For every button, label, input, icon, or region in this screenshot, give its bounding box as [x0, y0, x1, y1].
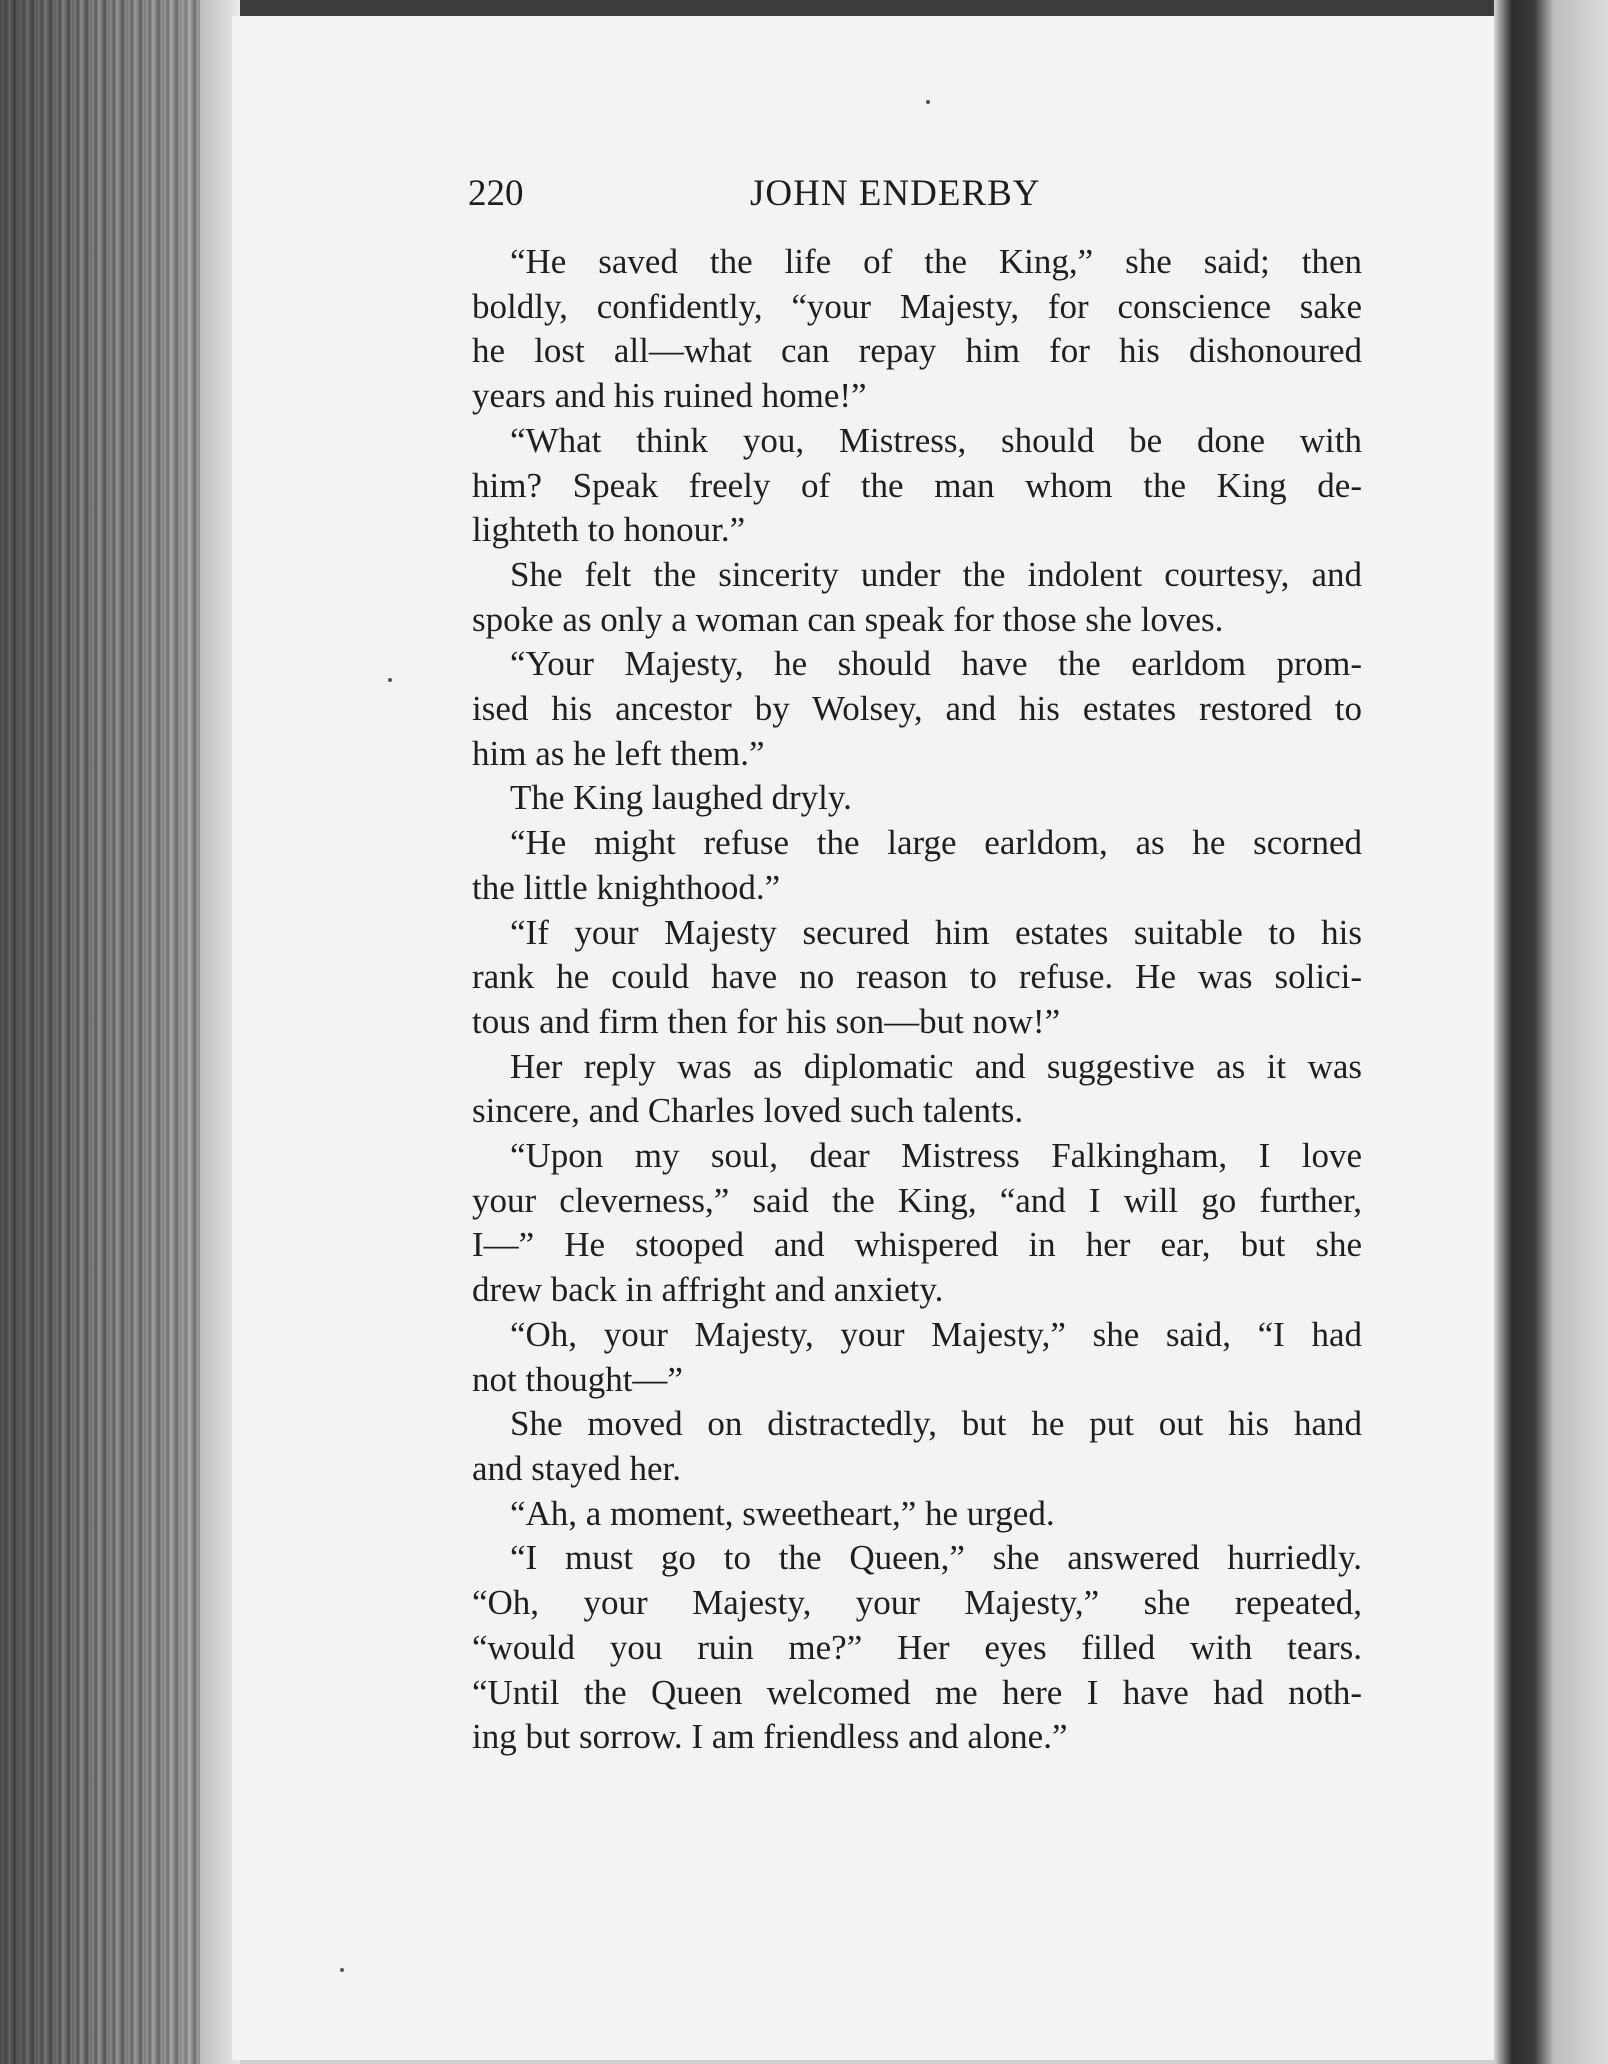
text-line: not thought—”: [472, 1359, 683, 1399]
facing-page-edge: [1494, 0, 1608, 2064]
paragraph: [472, 911, 1362, 1045]
paragraph: [472, 821, 1362, 910]
text-line: boldly, confidently, “your Majesty, for conscience sake: [472, 286, 1362, 326]
text-line: She moved on distractedly, but he put out his hand: [510, 1404, 1362, 1444]
text-line: “would you ruin me?” Her eyes filled with tears.: [472, 1627, 1362, 1667]
scan-top-border: [0, 0, 1608, 16]
text-line: “I must go to the Queen,” she answered hurriedly.: [510, 1538, 1362, 1578]
dust-speck: [926, 100, 930, 104]
dust-speck: [388, 678, 392, 682]
text-line: I—” He stooped and whispered in her ear, but she: [472, 1225, 1362, 1265]
text-line: “Upon my soul, dear Mistress Falkingham, I love: [510, 1136, 1362, 1176]
running-title: JOHN ENDERBY: [750, 173, 1041, 214]
paragraph: [472, 776, 1362, 821]
text-line: lighteth to honour.”: [472, 510, 746, 550]
text-line: “He might refuse the large earldom, as he scorned: [510, 823, 1362, 863]
running-header: [468, 172, 1368, 228]
text-line: “Ah, a moment, sweetheart,” he urged.: [510, 1493, 1055, 1533]
paragraph: [472, 240, 1362, 419]
paragraph: [472, 1313, 1362, 1402]
text-line: ised his ancestor by Wolsey, and his estates restored to: [472, 689, 1362, 729]
page-number: 220: [468, 173, 524, 214]
paragraph: [472, 1492, 1362, 1537]
text-line: “He saved the life of the King,” she said; then: [510, 242, 1362, 281]
paragraph: [472, 1402, 1362, 1491]
paragraph: [472, 1536, 1362, 1760]
paragraph: [472, 553, 1362, 642]
text-line: “Your Majesty, he should have the earldom prom-: [510, 644, 1362, 684]
dust-speck: [340, 1968, 344, 1972]
text-line: “Oh, your Majesty, your Majesty,” she said, “I had: [510, 1314, 1362, 1354]
text-line: The King laughed dryly.: [510, 778, 852, 818]
text-line: tous and firm then for his son—but now!”: [472, 1001, 1061, 1041]
text-line: “What think you, Mistress, should be done with: [510, 420, 1362, 460]
text-line: rank he could have no reason to refuse. He was solici-: [472, 957, 1362, 997]
paragraph: [472, 419, 1362, 553]
paragraph: [472, 1134, 1362, 1313]
text-line: “Until the Queen welcomed me here I have had noth-: [472, 1672, 1362, 1712]
text-line: She felt the sincerity under the indolent courtesy, and: [510, 554, 1362, 594]
text-line: your cleverness,” said the King, “and I will go further,: [472, 1180, 1362, 1220]
text-line: and stayed her.: [472, 1448, 681, 1488]
text-line: the little knighthood.”: [472, 867, 781, 907]
text-line: him? Speak freely of the man whom the King de-: [472, 465, 1362, 505]
text-line: him as he left them.”: [472, 733, 765, 773]
text-line: spoke as only a woman can speak for those she loves.: [472, 599, 1224, 639]
text-line: ing but sorrow. I am friendless and alone.”: [472, 1717, 1068, 1757]
text-line: drew back in affright and anxiety.: [472, 1270, 944, 1310]
text-line: he lost all—what can repay him for his dishonoured: [472, 331, 1362, 371]
paragraph: [472, 1045, 1362, 1134]
body-text: [472, 240, 1362, 1760]
text-line: “Oh, your Majesty, your Majesty,” she repeated,: [472, 1583, 1362, 1623]
text-line: “If your Majesty secured him estates suitable to his: [510, 912, 1362, 952]
text-line: Her reply was as diplomatic and suggestive as it was: [510, 1046, 1362, 1086]
text-line: sincere, and Charles loved such talents.: [472, 1091, 1024, 1131]
paragraph: [472, 642, 1362, 776]
text-line: years and his ruined home!”: [472, 376, 867, 416]
